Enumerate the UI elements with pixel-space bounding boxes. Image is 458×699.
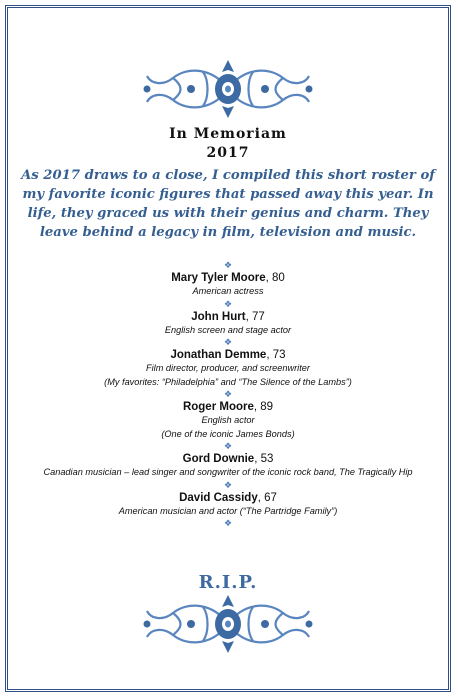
entry-description: Film director, producer, and screenwriter [146,363,310,373]
scroll-ornament-icon [143,593,313,655]
memoriam-page [5,5,451,692]
entry-name: Roger Moore [182,401,254,413]
entry-age: , 80 [265,272,285,284]
list-item [8,310,448,338]
list-item [8,400,448,441]
page-title: In Memoriam [169,126,287,142]
entry-description: English screen and stage actor [164,324,292,335]
diamond-separator-icon: ❖ [223,518,233,528]
entry-description: American musician and actor (“The Partridge Family”) [118,505,338,516]
entry-age: , 67 [257,491,277,504]
entry-name: Gord Downie [182,453,255,465]
list-item [8,348,448,389]
entry-age: , 89 [253,401,274,413]
diamond-separator-icon: ❖ [223,479,233,490]
intro-paragraph: As 2017 draws to a close, I compiled this short roster of my favorite iconic figures that passed away this year. In life, they graced us with their genius and charm. They leave behind a legacy in film, television and music. [21,168,435,240]
list-item [8,491,448,519]
entry-description: Canadian musician – lead singer and songwriter of the iconic rock band, The Tragically Hip [43,467,413,477]
entry-age: , 77 [245,310,265,323]
scroll-ornament-icon [143,58,313,120]
memorial-list [8,260,448,529]
entry-name: Jonathan Demme [170,349,267,361]
entry-description: English actor [201,415,255,425]
entry-note: (My favorites: “Philadelphia” and “The Silence of the Lambs”) [104,376,352,387]
entry-age: , 53 [254,453,274,465]
closing-rip: R.I.P. [198,572,258,593]
entry-name: Mary Tyler Moore [171,272,266,284]
entry-name: David Cassidy [179,491,258,504]
entry-age: , 73 [266,349,286,361]
entry-description: American actress [192,286,264,296]
diamond-separator-icon: ❖ [223,337,233,347]
list-item [8,452,448,480]
diamond-separator-icon: ❖ [223,389,233,399]
entry-name: John Hurt [191,310,246,323]
diamond-separator-icon: ❖ [223,441,233,451]
diamond-separator-icon: ❖ [223,260,233,270]
page-year: 2017 [206,145,250,161]
entry-note: (One of the iconic James Bonds) [161,428,295,439]
list-item [8,271,448,299]
diamond-separator-icon: ❖ [223,298,233,309]
